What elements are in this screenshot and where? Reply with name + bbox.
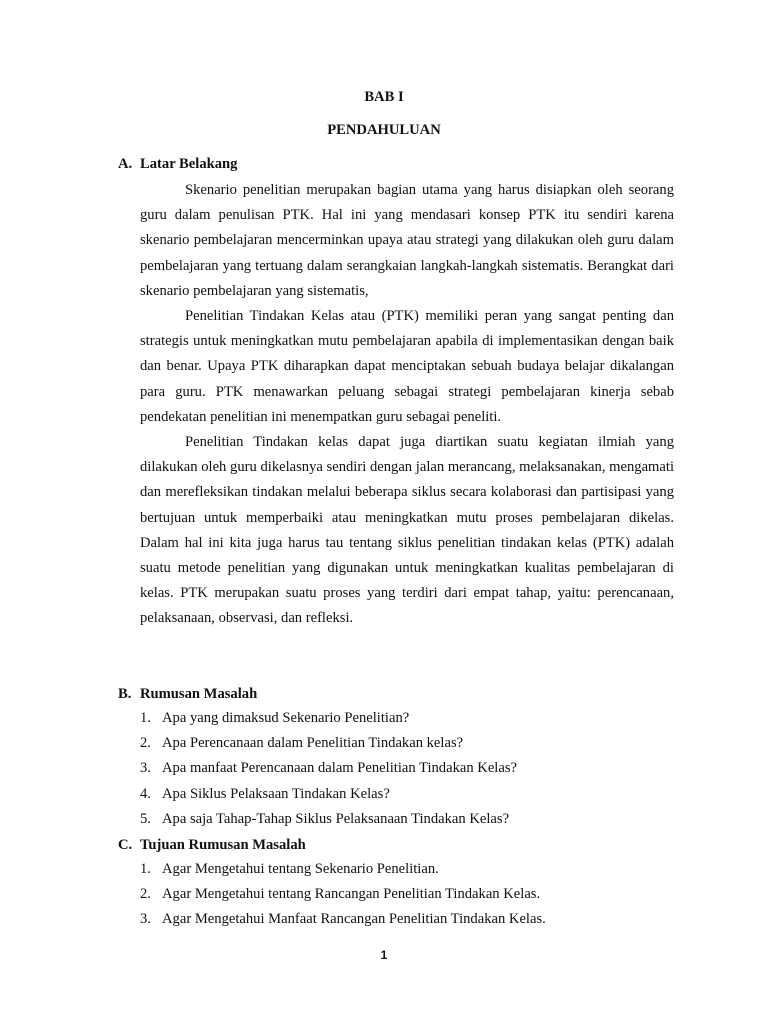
section-a-heading bbox=[118, 156, 237, 173]
list-item bbox=[140, 706, 680, 731]
list-item-number: 1. bbox=[140, 710, 151, 726]
list-item-text: Agar Mengetahui tentang Rancangan Penelitian Tindakan Kelas. bbox=[162, 886, 541, 903]
section-c-heading bbox=[118, 837, 306, 854]
section-a-paragraph-2: Penelitian Tindakan Kelas atau (PTK) memiliki peran yang sangat penting dan strategis untuk meningkatkan mutu pembelajaran apabila di implementasikan dengan baik dan benar. Upaya PTK diharapkan dapat menciptakan sebuah budaya belajar dikalangan para guru. PTK menawarkan peluang sebagai strategi pembelajaran kinerja sebab pendekatan penelitian ini menempatkan guru sebagai peneliti. bbox=[140, 308, 674, 425]
list-item-text: Apa yang dimaksud Sekenario Penelitian? bbox=[162, 710, 410, 726]
list-item bbox=[140, 782, 680, 807]
list-item-number: 3. bbox=[140, 911, 151, 928]
section-a-letter: A. bbox=[118, 156, 133, 172]
list-item-number: 5. bbox=[140, 810, 151, 827]
list-item bbox=[140, 731, 680, 756]
section-a-paragraph-1: Skenario penelitian merupakan bagian utama yang harus disiapkan oleh seorang guru dalam penulisan PTK. Hal ini yang mendasari konsep PTK itu sendiri karena skenario pembelajaran mencerminkan upaya atau strategi yang dilakukan oleh guru dalam pembelajaran yang tertuang dalam serangkaian langkah-langkah sistematis. Berangkat dari skenario pembelajaran yang sistematis, bbox=[140, 182, 674, 299]
chapter-title: PENDAHULUAN bbox=[327, 122, 441, 138]
section-a-paragraph-3: Penelitian Tindakan kelas dapat juga diartikan suatu kegiatan ilmiah yang dilakukan oleh guru dikelasnya sendiri dengan jalan merancang, melaksanakan, mengamati dan merefleksikan tindakan melalui beberapa siklus secara kolaborasi dan partisipasi yang bertujuan untuk memperbaiki atau meningkatkan mutu proses pembelajaran dikelas. Dalam hal ini kita juga harus tau tentang siklus penelitian tindakan kelas (PTK) adalah suatu metode penelitian yang digunakan untuk meningkatkan kualitas pembelajaran di kelas. PTK merupakan suatu proses yang terdiri dari empat tahap, yaitu: perencanaan, pelaksanaan, observasi, dan refleksi. bbox=[140, 434, 674, 627]
list-item-text: Agar Mengetahui Manfaat Rancangan Penelitian Tindakan Kelas. bbox=[162, 911, 546, 928]
list-item bbox=[140, 857, 680, 882]
list-item-number: 4. bbox=[140, 785, 151, 802]
list-item bbox=[140, 756, 680, 781]
list-item-text: Apa Siklus Pelaksaan Tindakan Kelas? bbox=[162, 785, 390, 802]
list-item bbox=[140, 807, 680, 832]
list-item bbox=[140, 882, 680, 907]
chapter-label: BAB I bbox=[364, 89, 404, 105]
section-c-title: Tujuan Rumusan Masalah bbox=[140, 837, 306, 853]
page-number: 1 bbox=[380, 948, 388, 962]
section-b-title: Rumusan Masalah bbox=[140, 686, 258, 702]
section-b-heading bbox=[118, 686, 257, 703]
list-item-number: 1. bbox=[140, 861, 151, 877]
list-item-text: Agar Mengetahui tentang Sekenario Penelitian. bbox=[162, 861, 439, 877]
list-item-number: 3. bbox=[140, 760, 151, 777]
list-item-number: 2. bbox=[140, 886, 151, 903]
section-b-letter: B. bbox=[118, 686, 132, 702]
section-c-letter: C. bbox=[118, 837, 133, 853]
list-item-number: 2. bbox=[140, 735, 151, 752]
list-item-text: Apa Perencanaan dalam Penelitian Tindakan kelas? bbox=[162, 735, 464, 752]
list-item bbox=[140, 907, 680, 932]
section-a-title: Latar Belakang bbox=[140, 156, 238, 172]
list-item-text: Apa manfaat Perencanaan dalam Penelitian Tindakan Kelas? bbox=[162, 760, 517, 777]
section-b-list bbox=[140, 706, 680, 832]
section-c-list bbox=[140, 857, 680, 933]
list-item-text: Apa saja Tahap-Tahap Siklus Pelaksanaan Tindakan Kelas? bbox=[162, 810, 510, 827]
